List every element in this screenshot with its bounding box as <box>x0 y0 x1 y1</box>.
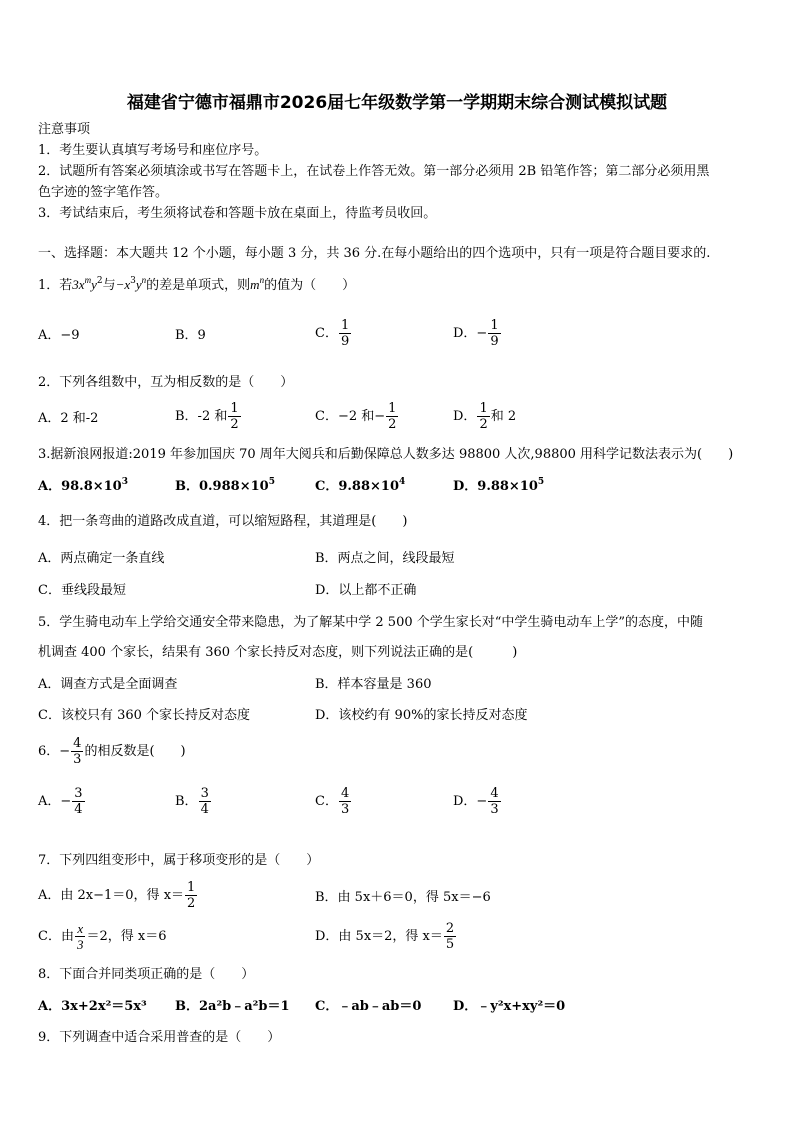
q5-option-a: A．调查方式是全面调查 <box>38 677 178 692</box>
q4-option-d: D．以上都不正确 <box>315 583 417 598</box>
q1-option-d: D．− $\frac{1}{9}$ <box>453 318 499 349</box>
q6-option-d: D．− $\frac{4}{3}$ <box>453 786 499 817</box>
q3-option-d: D．$9.88\times 10^5$ <box>453 477 545 494</box>
q3-option-c: C．$9.88\times 10^4$ <box>315 477 406 494</box>
q4-option-a: A．两点确定一条直线 <box>38 551 165 566</box>
q2-option-c: C．−2 和− $\frac{1}{2}$ <box>315 401 397 432</box>
question-7-stem: 7．下列四组变形中，属于移项变形的是（ ） <box>38 853 320 868</box>
q6-option-c: C． $\frac{4}{3}$ <box>315 786 350 817</box>
q8-option-a: A．3x+2x²＝5x³ <box>38 999 147 1014</box>
q2-option-b: B．-2 和 $\frac{1}{2}$ <box>175 401 239 432</box>
section-heading: 一、选择题：本大题共 12 个小题，每小题 3 分，共 36 分.在每小题给出的四个选项中，只有一项是符合题目要求的. <box>38 246 711 261</box>
q8-option-b: B．2a²b﹣a²b＝1 <box>175 999 290 1014</box>
q8-option-c: C．﹣ab﹣ab＝0 <box>315 999 422 1014</box>
q1-option-c: C． $\frac{1}{9}$ <box>315 318 350 349</box>
q1-option-a: A．−9 <box>38 328 80 343</box>
q8-option-d: D．﹣y²x+xy²＝0 <box>453 999 566 1014</box>
question-1-stem: 1．若$3x^my^2$与$-x^3y^n$的差是单项式，则$m^n$的值为（ ） <box>38 275 356 293</box>
question-2-stem: 2．下列各组数中，互为相反数的是（ ） <box>38 375 294 390</box>
q6-option-a: A．− $\frac{3}{4}$ <box>38 786 83 817</box>
q5-option-b: B．样本容量是 360 <box>315 677 432 692</box>
q3-option-a: A．$98.8\times 10^3$ <box>38 477 128 494</box>
page-title: 福建省宁德市福鼎市2026届七年级数学第一学期期末综合测试模拟试题 <box>126 93 668 113</box>
q7-option-d: D．由 5x＝2，得 x＝ $\frac{2}{5}$ <box>315 921 455 952</box>
q7-option-c: C．由 $\frac{x}{3}$ ＝2，得 x＝6 <box>38 921 167 952</box>
q7-option-b: B．由 5x＋6＝0，得 5x＝−6 <box>315 890 491 905</box>
question-6-stem: 6．− $\frac{4}{3}$ 的相反数是( ) <box>38 736 186 767</box>
q2-option-d: D． $\frac{1}{2}$ 和 2 <box>453 401 517 432</box>
q5-option-d: D．该校约有 90%的家长持反对态度 <box>315 708 528 723</box>
notice-item: 2．试题所有答案必须填涂或书写在答题卡上，在试卷上作答无效。第一部分必须用 2B 铅笔作答；第二部分必须用黑 <box>38 164 710 179</box>
notice-item: 3．考试结束后，考生须将试卷和答题卡放在桌面上，待监考员收回。 <box>38 206 437 221</box>
q5-option-c: C．该校只有 360 个家长持反对态度 <box>38 708 251 723</box>
question-9-stem: 9．下列调查中适合采用普查的是（ ） <box>38 1030 281 1045</box>
q7-option-a: A．由 2x−1＝0，得 x＝ $\frac{1}{2}$ <box>38 880 196 911</box>
notice-item: 色字迹的签字笔作答。 <box>38 185 169 200</box>
q4-option-c: C．垂线段最短 <box>38 583 126 598</box>
question-4-stem: 4．把一条弯曲的道路改成直道，可以缩短路程，其道理是( ) <box>38 514 408 529</box>
q1-option-b: B．9 <box>175 328 206 343</box>
notice-item: 1．考生要认真填写考场号和座位序号。 <box>38 143 268 158</box>
question-8-stem: 8．下面合并同类项正确的是（ ） <box>38 967 255 982</box>
question-3-stem: 3.据新浪网报道:2019 年参加国庆 70 周年大阅兵和后勤保障总人数多达 98800 人次,98800 用科学记数法表示为( ) <box>38 447 734 462</box>
q6-option-b: B． $\frac{3}{4}$ <box>175 786 209 817</box>
q2-option-a: A．2 和-2 <box>38 411 99 426</box>
question-5-stem: 5．学生骑电动车上学给交通安全带来隐患，为了解某中学 2 500 个学生家长对“中学生骑电动车上学”的态度，中随 <box>38 615 704 630</box>
question-5-stem: 机调查 400 个家长，结果有 360 个家长持反对态度，则下列说法正确的是( ) <box>38 645 518 660</box>
q4-option-b: B．两点之间，线段最短 <box>315 551 455 566</box>
q3-option-b: B．$0.988\times 10^5$ <box>175 477 275 494</box>
notice-heading: 注意事项 <box>38 122 91 137</box>
